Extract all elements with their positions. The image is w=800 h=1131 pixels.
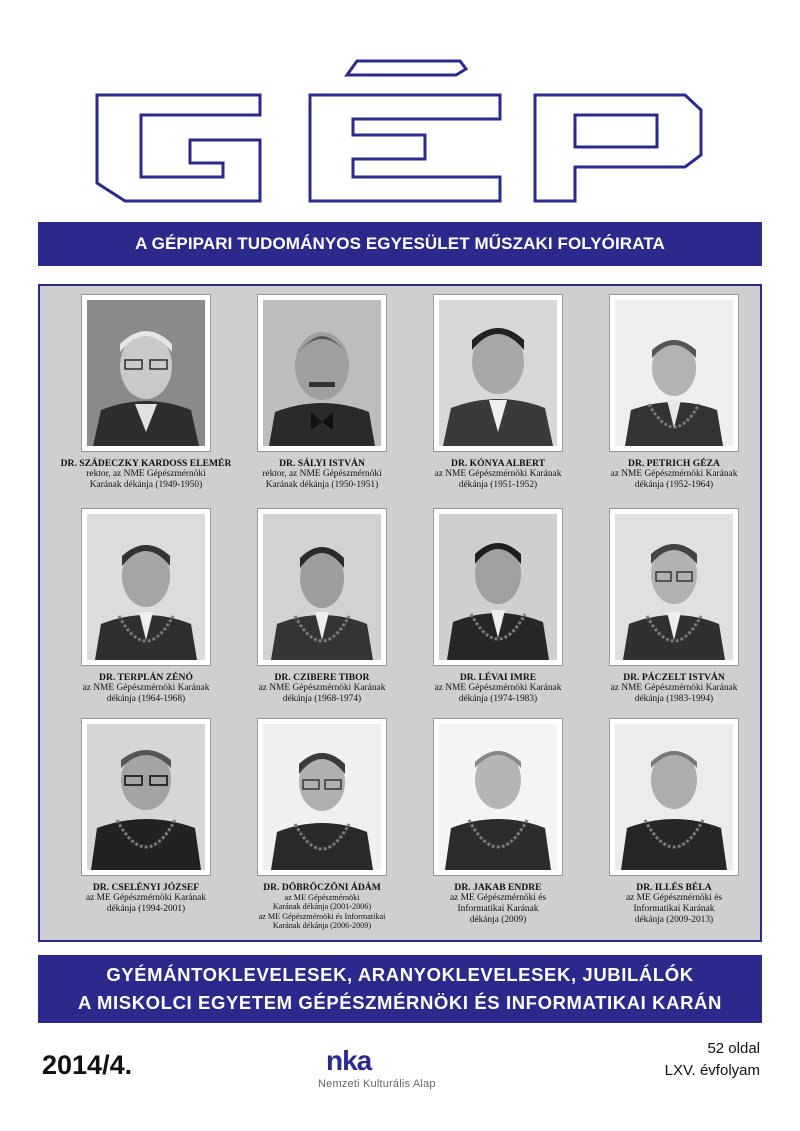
- portrait-photo: [257, 718, 387, 876]
- portrait-photo: [609, 294, 739, 452]
- portrait-role: az ME Gépészmérnöki Karának dékánja (2001-2006) az ME Gépészmérnöki és Informatikai Karának dékánja (2006-2009): [258, 893, 386, 930]
- portrait-name: DR. SÁLYI ISTVÁN: [279, 458, 365, 469]
- portrait-card: [234, 718, 410, 930]
- portrait-card: [58, 508, 234, 705]
- portrait-name: DR. JAKAB ENDRE: [454, 882, 542, 893]
- portrait-name: DR. PÁCZELT ISTVÁN: [623, 672, 725, 683]
- portrait-image: [615, 724, 733, 870]
- portrait-card: [410, 718, 586, 926]
- portrait-image: [615, 514, 733, 660]
- issue-number: 2014/4.: [42, 1050, 133, 1080]
- portrait-role: az ME Gépészmérnöki és Informatikai Karának dékánja (2009): [449, 893, 547, 925]
- portrait-name: DR. CZIBERE TIBOR: [274, 672, 370, 683]
- portrait-role: az NME Gépészmérnöki Karának dékánja (1968-1974): [258, 683, 386, 704]
- portrait-role: az NME Gépészmérnöki Karának dékánja (1983-1994): [610, 683, 738, 704]
- portrait-image: [439, 300, 557, 446]
- portrait-card: [586, 294, 762, 491]
- portrait-card: [234, 294, 410, 491]
- masthead-logo: [95, 55, 705, 205]
- portrait-role: az NME Gépészmérnöki Karának dékánja (1952-1964): [610, 469, 738, 490]
- portrait-photo: [609, 508, 739, 666]
- feature-headline-line1: GYÉMÁNTOKLEVELESEK, ARANYOKLEVELESEK, JUBILÁLÓK: [106, 964, 694, 985]
- nka-logo-block: [318, 1045, 498, 1095]
- portrait-image: [87, 514, 205, 660]
- subtitle-banner: [38, 222, 762, 266]
- feature-banner: [38, 955, 762, 1023]
- portrait-photo: [609, 718, 739, 876]
- portrait-name: DR. PETRICH GÉZA: [628, 458, 720, 469]
- portrait-card: [586, 508, 762, 705]
- portrait-card: [234, 508, 410, 705]
- portrait-photo: [81, 294, 211, 452]
- feature-headline-line2: A MISKOLCI EGYETEM GÉPÉSZMÉRNÖKI ÉS INFORMATIKAI KARÁN: [78, 992, 722, 1013]
- portrait-name: DR. SZÁDECZKY KARDOSS ELEMÉR: [60, 458, 232, 469]
- portrait-photo: [257, 294, 387, 452]
- portrait-card: [410, 294, 586, 491]
- portrait-name: DR. CSELÉNYI JÓZSEF: [92, 882, 200, 893]
- portrait-photo: [433, 294, 563, 452]
- portrait-photo: [81, 718, 211, 876]
- portrait-image: [439, 514, 557, 660]
- portrait-photo: [433, 718, 563, 876]
- portrait-photo: [81, 508, 211, 666]
- portrait-image: [263, 514, 381, 660]
- portrait-card: [58, 294, 234, 491]
- portrait-image: [439, 724, 557, 870]
- journal-subtitle: A GÉPIPARI TUDOMÁNYOS EGYESÜLET MŰSZAKI FOLYÓIRATA: [135, 234, 665, 253]
- portrait-card: [586, 718, 762, 926]
- issue-info: [665, 1038, 760, 1082]
- portrait-name: DR. ILLÉS BÉLA: [636, 882, 712, 893]
- portrait-gallery: [38, 284, 762, 942]
- portrait-role: az ME Gépészmérnöki és Informatikai Karának dékánja (2009-2013): [625, 893, 723, 925]
- portrait-role: az NME Gépészmérnöki Karának dékánja (1974-1983): [434, 683, 562, 704]
- portrait-role: rektor, az NME Gépészmérnöki Karának dékánja (1949-1950): [86, 469, 206, 490]
- portrait-role: az NME Gépészmérnöki Karának dékánja (1964-1968): [82, 683, 210, 704]
- portrait-image: [263, 300, 381, 446]
- portrait-name: DR. DÖBRÖCZÖNI ÁDÁM: [263, 882, 381, 893]
- portrait-photo: [257, 508, 387, 666]
- portrait-name: DR. TERPLÁN ZÉNÓ: [99, 672, 193, 683]
- portrait-name: DR. LÉVAI IMRE: [459, 672, 537, 683]
- portrait-card: [58, 718, 234, 915]
- portrait-role: rektor, az NME Gépészmérnöki Karának dékánja (1950-1951): [262, 469, 382, 490]
- nka-logo: nka: [326, 1045, 372, 1076]
- page-count: 52 oldal: [707, 1040, 760, 1057]
- portrait-name: DR. KÓNYA ALBERT: [451, 458, 545, 469]
- volume: LXV. évfolyam: [664, 1062, 760, 1079]
- portrait-role: az NME Gépészmérnöki Karának dékánja (1951-1952): [434, 469, 562, 490]
- portrait-image: [263, 724, 381, 870]
- portrait-photo: [433, 508, 563, 666]
- portrait-card: [410, 508, 586, 705]
- portrait-image: [615, 300, 733, 446]
- portrait-image: [87, 300, 205, 446]
- portrait-role: az ME Gépészmérnöki Karának dékánja (1994-2001): [86, 893, 206, 914]
- portrait-image: [87, 724, 205, 870]
- nka-name: Nemzeti Kulturális Alap: [318, 1078, 436, 1090]
